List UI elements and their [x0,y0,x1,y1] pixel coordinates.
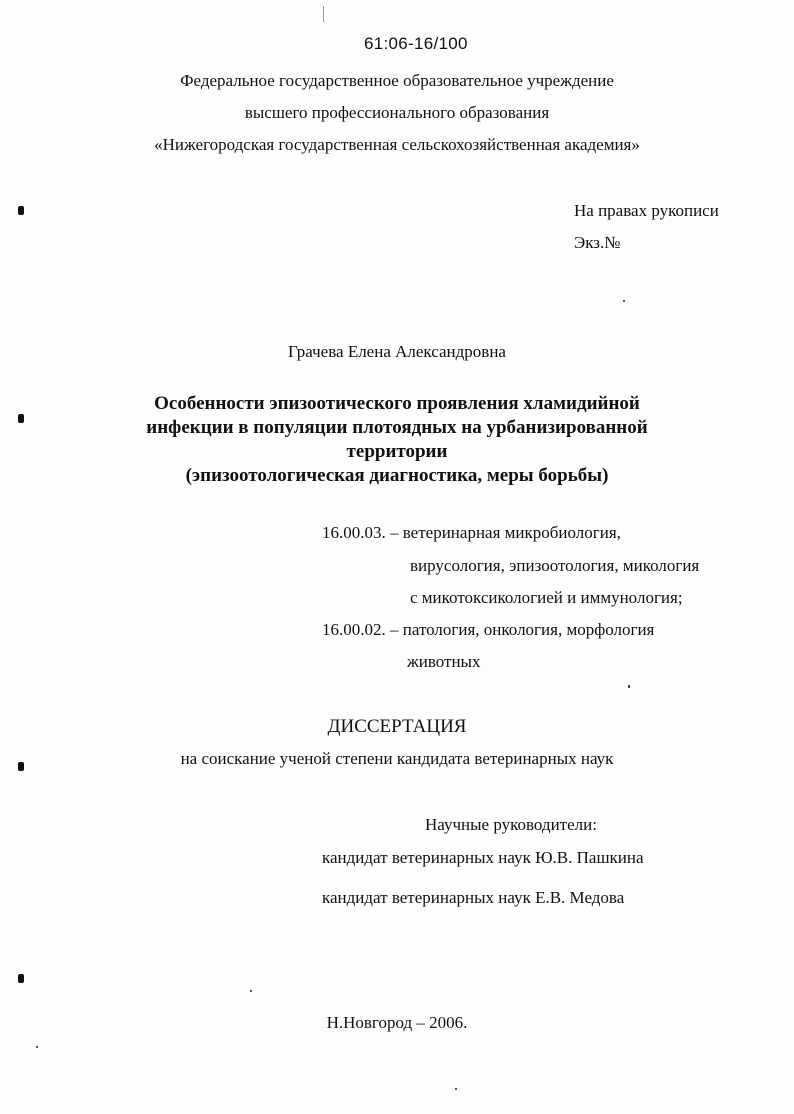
specialty-1-line-3: с микотоксикологией и иммунология; [410,588,683,607]
specialty-1-line-1: 16.00.03. – ветеринарная микробиология, [322,523,621,542]
binding-hole-mark [18,206,24,215]
institution-line-2: высшего профессионального образования [244,103,550,122]
scan-mark [323,6,324,22]
supervisor-2: кандидат ветеринарных наук Е.В. Медова [322,888,625,907]
thesis-title-line-2: инфекции в популяции плотоядных на урбанизированной [146,417,648,438]
thesis-title-line-3: территории [346,441,448,462]
scan-speck [623,300,625,302]
thesis-title-line-4: (эпизоотологическая диагностика, меры борьбы) [185,465,609,486]
scan-speck [455,1088,457,1090]
scan-speck [250,990,252,992]
manuscript-rights: На правах рукописи [574,201,719,220]
thesis-title-line-1: Особенности эпизоотического проявления хламидийной [154,393,640,414]
specialty-2-line-1: 16.00.02. – патология, онкология, морфология [322,620,655,639]
archive-code: 61:06-16/100 [364,34,468,53]
specialty-1-line-2: вирусология, эпизоотология, микология [410,556,700,575]
scan-speck [628,685,630,688]
supervisor-1: кандидат ветеринарных наук Ю.В. Пашкина [322,848,644,867]
binding-hole-mark [18,974,24,983]
institution-line-1: Федеральное государственное образовательное учреждение [180,71,614,90]
specialty-2-line-2: животных [407,652,481,671]
degree-line: на соискание ученой степени кандидата ветеринарных наук [180,749,614,768]
institution-line-3: «Нижегородская государственная сельскохозяйственная академия» [154,135,640,154]
supervisors-heading: Научные руководители: [425,815,597,834]
work-type: ДИССЕРТАЦИЯ [327,716,467,737]
copy-number: Экз.№ [574,233,621,252]
scan-speck [36,1046,38,1048]
author-name: Грачева Елена Александровна [288,342,506,361]
place-year: Н.Новгород – 2006. [326,1013,468,1032]
